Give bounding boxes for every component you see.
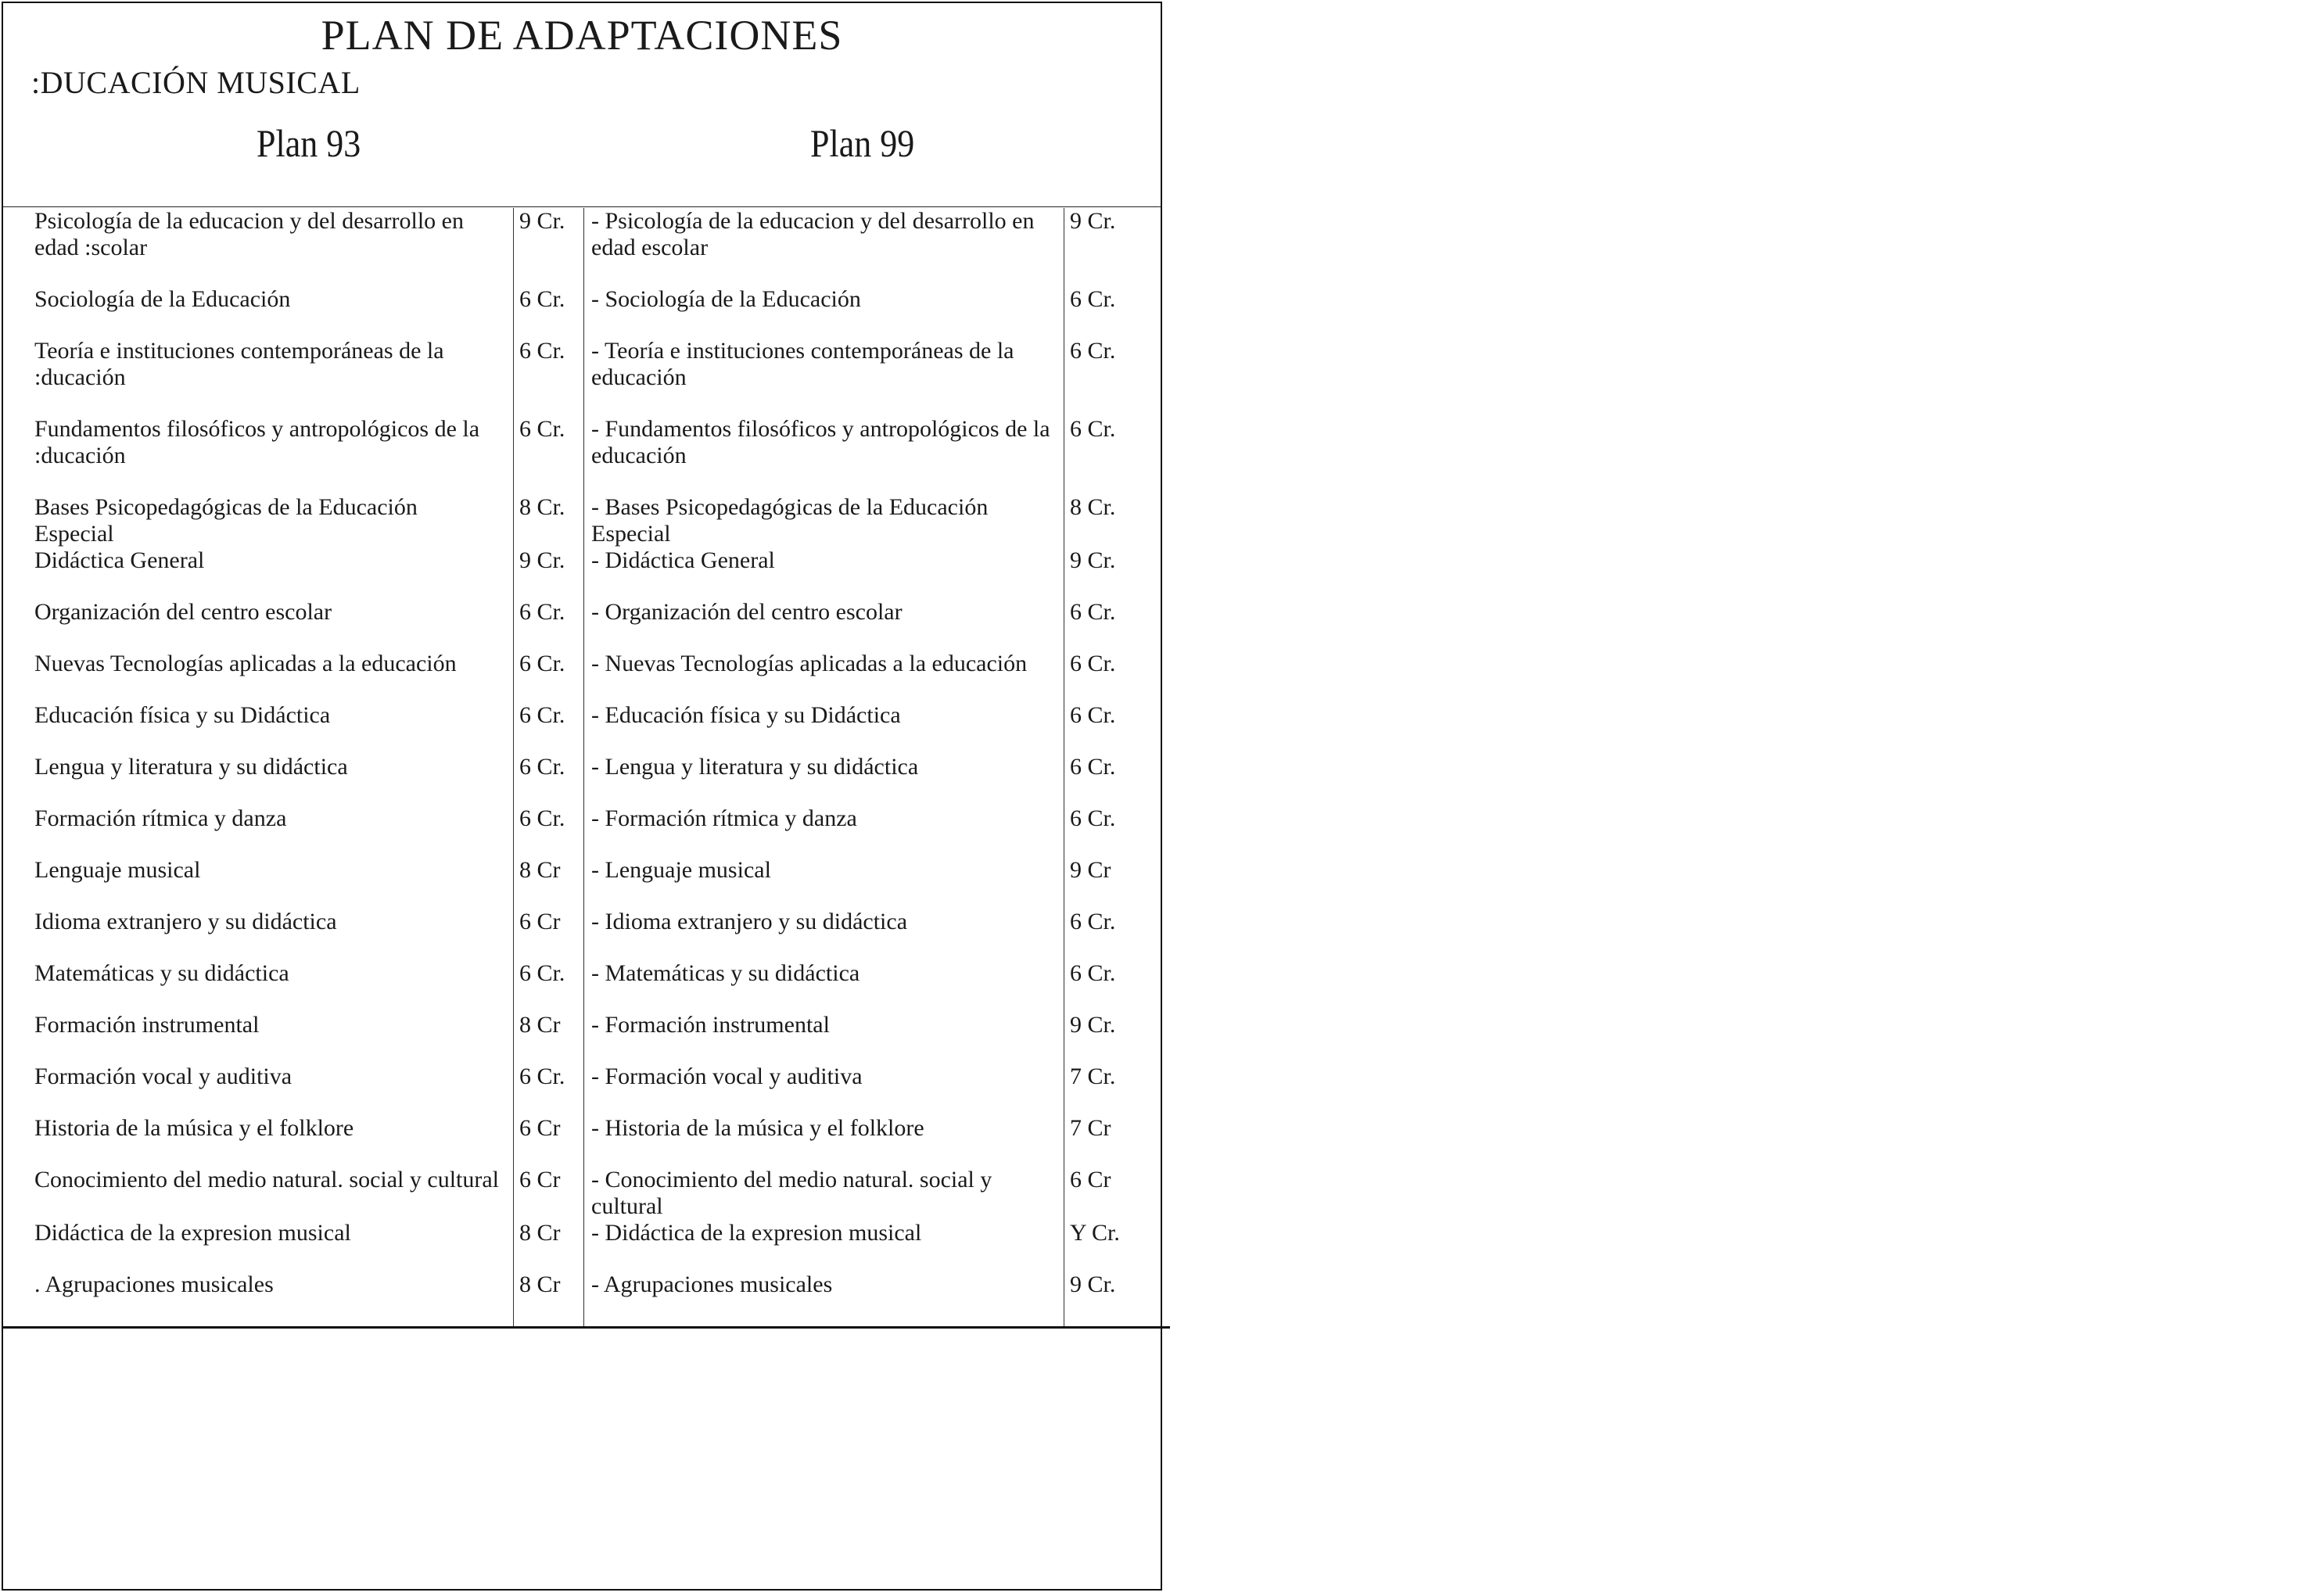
plan-99-credits: 6 Cr. xyxy=(1070,651,1116,676)
plan-99-subject: - Educación física y su Didáctica xyxy=(591,702,901,728)
table-row xyxy=(3,338,1157,416)
plan-99-credits: 6 Cr. xyxy=(1070,286,1116,312)
plan-99-credits: 7 Cr xyxy=(1070,1115,1111,1141)
plan-99-subject: - Lengua y literatura y su didáctica xyxy=(591,754,919,780)
plan-93-subject: Didáctica General xyxy=(34,547,205,573)
plan-93-credits: 6 Cr. xyxy=(519,805,565,831)
plan-99-credits: 9 Cr xyxy=(1070,857,1111,883)
plan-99-subject: - Organización del centro escolar xyxy=(591,599,903,625)
table-row xyxy=(3,857,1157,909)
plan-93-subject: Teoría e instituciones contemporáneas de la :ducación xyxy=(34,338,444,390)
plan-99-credits: 9 Cr. xyxy=(1070,1271,1116,1297)
document-frame xyxy=(2,2,1162,1591)
plan-93-subject: Nuevas Tecnologías aplicadas a la educación xyxy=(34,651,457,676)
plan-93-credits: 8 Cr xyxy=(519,1271,561,1297)
plan-93-subject: Idioma extranjero y su didáctica xyxy=(34,909,337,934)
table-row xyxy=(3,1115,1157,1167)
table-row xyxy=(3,805,1157,857)
plan-93-credits: 6 Cr xyxy=(519,1115,561,1141)
plan-99-subject: - Lenguaje musical xyxy=(591,857,771,883)
plan-93-subject: Formación rítmica y danza xyxy=(34,805,287,831)
plan-99-subject: - Formación instrumental xyxy=(591,1012,830,1038)
table-row xyxy=(3,286,1157,338)
plan-99-credits: 6 Cr. xyxy=(1070,338,1116,364)
plan-99-subject: - Agrupaciones musicales xyxy=(591,1271,833,1297)
plan-99-credits: 6 Cr. xyxy=(1070,805,1116,831)
plan-93-subject: Organización del centro escolar xyxy=(34,599,332,625)
plan-99-subject: - Psicología de la educacion y del desarrollo en edad escolar xyxy=(591,208,1035,260)
plan-99-subject: - Didáctica de la expresion musical xyxy=(591,1220,922,1246)
table-row xyxy=(3,702,1157,754)
plan-99-credits: 9 Cr. xyxy=(1070,547,1116,573)
table-row xyxy=(3,494,1157,547)
plan-93-subject: Fundamentos filosóficos y antropológicos de la :ducación xyxy=(34,416,480,468)
plan-99-subject: - Bases Psicopedagógicas de la Educación Especial xyxy=(591,494,989,547)
plan-93-credits: 6 Cr. xyxy=(519,702,565,728)
plan-99-credits: 7 Cr. xyxy=(1070,1063,1116,1089)
plan-93-subject: Sociología de la Educación xyxy=(34,286,291,312)
plan-93-credits: 6 Cr. xyxy=(519,754,565,780)
plan-93-credits: 6 Cr. xyxy=(519,338,565,364)
plan-93-credits: 8 Cr. xyxy=(519,494,565,520)
plan-93-subject: Historia de la música y el folklore xyxy=(34,1115,354,1141)
plan-99-subject: - Sociología de la Educación xyxy=(591,286,861,312)
table-row xyxy=(3,416,1157,494)
plan-93-subject: . Agrupaciones musicales xyxy=(34,1271,274,1297)
plan-99-credits: 6 Cr. xyxy=(1070,702,1116,728)
table-row xyxy=(3,1063,1157,1115)
plan-99-subject: - Conocimiento del medio natural. social y cultural xyxy=(591,1167,992,1219)
plan-93-subject: Formación instrumental xyxy=(34,1012,260,1038)
plan-99-subject: - Fundamentos filosóficos y antropológicos de la educación xyxy=(591,416,1050,468)
plan-93-subject: Lengua y literatura y su didáctica xyxy=(34,754,348,780)
table-row xyxy=(3,208,1157,286)
document-subtitle: :DUCACIÓN MUSICAL xyxy=(31,65,361,100)
plan-99-subject: - Didáctica General xyxy=(591,547,775,573)
plan-99-subject: - Idioma extranjero y su didáctica xyxy=(591,909,908,934)
plan-93-subject: Matemáticas y su didáctica xyxy=(34,960,289,986)
plan-93-subject: Lenguaje musical xyxy=(34,857,201,883)
plan-93-credits: 6 Cr xyxy=(519,909,561,934)
plan-99-subject: - Formación rítmica y danza xyxy=(591,805,857,831)
table-row xyxy=(3,1271,1157,1323)
plan-93-credits: 9 Cr. xyxy=(519,547,565,573)
plan-93-heading: Plan 93 xyxy=(257,121,361,165)
plan-93-credits: 9 Cr. xyxy=(519,208,565,234)
table-row xyxy=(3,754,1157,805)
plan-93-credits: 6 Cr. xyxy=(519,651,565,676)
table-row xyxy=(3,1012,1157,1063)
plan-99-subject: - Nuevas Tecnologías aplicadas a la educación xyxy=(591,651,1028,676)
plan-93-credits: 6 Cr xyxy=(519,1167,561,1193)
plan-99-subject: - Teoría e instituciones contemporáneas de la educación xyxy=(591,338,1014,390)
table-row xyxy=(3,547,1157,599)
plan-93-credits: 8 Cr xyxy=(519,1220,561,1246)
table-row xyxy=(3,909,1157,960)
plan-93-credits: 6 Cr. xyxy=(519,599,565,625)
plan-99-heading: Plan 99 xyxy=(810,121,915,165)
plan-99-credits: 6 Cr. xyxy=(1070,909,1116,934)
plan-93-subject: Didáctica de la expresion musical xyxy=(34,1220,351,1246)
table-row xyxy=(3,599,1157,651)
plan-93-credits: 6 Cr. xyxy=(519,960,565,986)
plan-99-subject: - Formación vocal y auditiva xyxy=(591,1063,863,1089)
table-row xyxy=(3,651,1157,702)
plan-93-subject: Psicología de la educacion y del desarrollo en edad :scolar xyxy=(34,208,464,260)
plan-99-credits: 9 Cr. xyxy=(1070,1012,1116,1038)
plan-99-credits: 6 Cr. xyxy=(1070,754,1116,780)
adaptations-table xyxy=(3,208,1157,1323)
plan-99-credits: 6 Cr. xyxy=(1070,960,1116,986)
table-row xyxy=(3,1167,1157,1220)
plan-93-credits: 8 Cr xyxy=(519,857,561,883)
table-row xyxy=(3,1220,1157,1271)
table-row xyxy=(3,960,1157,1012)
plan-93-credits: 8 Cr xyxy=(519,1012,561,1038)
document-title: PLAN DE ADAPTACIONES xyxy=(321,12,843,59)
plan-93-subject: Bases Psicopedagógicas de la Educación Especial xyxy=(34,494,418,547)
plan-99-credits: 8 Cr. xyxy=(1070,494,1116,520)
plan-93-subject: Educación física y su Didáctica xyxy=(34,702,331,728)
plan-93-credits: 6 Cr. xyxy=(519,1063,565,1089)
table-bottom-rule xyxy=(3,1326,1170,1329)
plan-99-credits: Y Cr. xyxy=(1070,1220,1120,1246)
plan-99-credits: 6 Cr. xyxy=(1070,599,1116,625)
plan-93-credits: 6 Cr. xyxy=(519,286,565,312)
plan-99-credits: 6 Cr xyxy=(1070,1167,1111,1193)
adaptations-table-body xyxy=(3,208,1157,1323)
plan-99-credits: 9 Cr. xyxy=(1070,208,1116,234)
plan-93-subject: Formación vocal y auditiva xyxy=(34,1063,292,1089)
plan-93-subject: Conocimiento del medio natural. social y cultural xyxy=(34,1167,500,1193)
plan-93-credits: 6 Cr. xyxy=(519,416,565,442)
header-divider xyxy=(3,206,1161,207)
plan-99-subject: - Matemáticas y su didáctica xyxy=(591,960,860,986)
plan-99-subject: - Historia de la música y el folklore xyxy=(591,1115,924,1141)
plan-99-credits: 6 Cr. xyxy=(1070,416,1116,442)
